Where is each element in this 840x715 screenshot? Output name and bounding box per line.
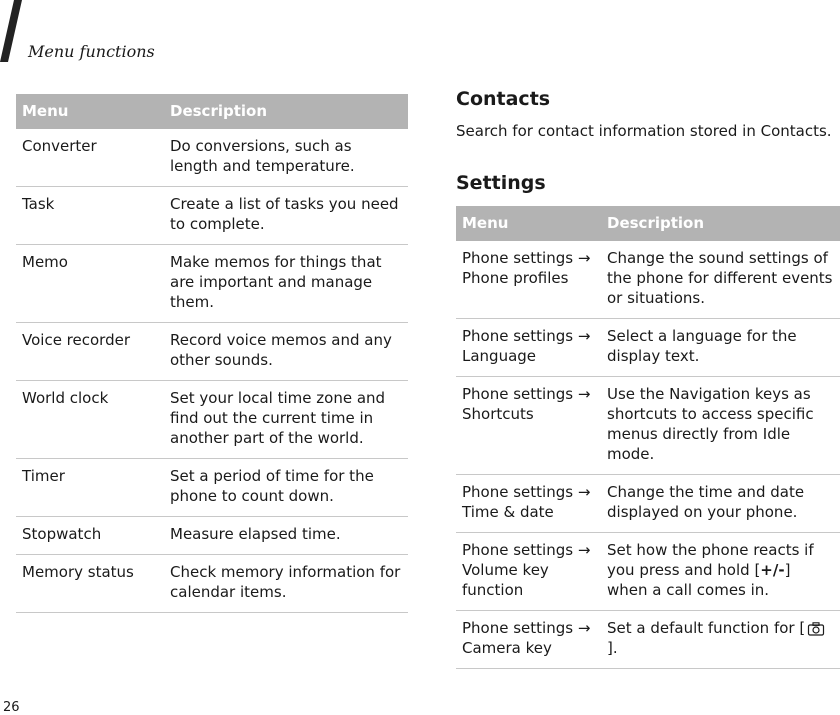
column-header-description: Description [164, 94, 408, 129]
settings-heading: Settings [456, 172, 546, 194]
menu-path-parent: Phone settings → [462, 483, 591, 501]
menu-path-item: Phone profiles [462, 269, 569, 287]
table-row [456, 377, 840, 475]
menu-path-item: Shortcuts [462, 405, 534, 423]
description-cell: Make memos for things that are important and manage them. [164, 245, 408, 323]
table-row [456, 475, 840, 533]
description-text: Set a default function for [ [607, 619, 806, 637]
table-row [456, 533, 840, 611]
table-row [16, 555, 408, 613]
volume-key-label: +/- [760, 561, 785, 579]
menu-path-parent: Phone settings → [462, 249, 591, 267]
description-cell [601, 611, 840, 669]
running-header: Menu functions [28, 42, 155, 61]
table-row [16, 129, 408, 187]
table-row [16, 381, 408, 459]
contacts-heading: Contacts [456, 88, 551, 110]
column-header-menu: Menu [16, 94, 164, 129]
table-row [16, 245, 408, 323]
description-cell: Do conversions, such as length and temperature. [164, 129, 408, 187]
column-header-description: Description [601, 206, 840, 241]
description-cell: Select a language for the display text. [601, 319, 840, 377]
header-slash-bar [0, 0, 22, 62]
camera-icon [807, 621, 825, 637]
menu-cell [456, 475, 601, 533]
table-row [16, 323, 408, 381]
description-cell [601, 533, 840, 611]
menu-cell [456, 241, 601, 319]
menu-path-parent: Phone settings → [462, 619, 591, 637]
description-cell: Change the time and date displayed on your phone. [601, 475, 840, 533]
menu-cell: Memo [16, 245, 164, 323]
table-row [16, 187, 408, 245]
menu-cell: Task [16, 187, 164, 245]
contacts-description: Search for contact information stored in Contacts. [456, 122, 832, 140]
menu-cell: Timer [16, 459, 164, 517]
organizer-menu-table [16, 94, 408, 613]
description-cell: Record voice memos and any other sounds. [164, 323, 408, 381]
table-row [456, 241, 840, 319]
description-cell: Set a period of time for the phone to count down. [164, 459, 408, 517]
menu-cell: Memory status [16, 555, 164, 613]
menu-cell [456, 611, 601, 669]
table-header-row [16, 94, 408, 129]
description-text: ]. [607, 639, 618, 657]
menu-path-parent: Phone settings → [462, 385, 591, 403]
column-header-menu: Menu [456, 206, 601, 241]
description-text: ] when a call comes in. [607, 561, 791, 599]
menu-path-item: Language [462, 347, 537, 365]
settings-menu-table [456, 206, 840, 669]
description-cell: Set your local time zone and find out the current time in another part of the world. [164, 381, 408, 459]
table-row [456, 611, 840, 669]
menu-path-item: Camera key [462, 639, 552, 657]
description-cell: Check memory information for calendar items. [164, 555, 408, 613]
description-cell: Change the sound settings of the phone for different events or situations. [601, 241, 840, 319]
menu-cell: Voice recorder [16, 323, 164, 381]
menu-cell [456, 319, 601, 377]
table-row [16, 459, 408, 517]
table-header-row [456, 206, 840, 241]
description-cell: Measure elapsed time. [164, 517, 408, 555]
description-cell: Use the Navigation keys as shortcuts to access specific menus directly from Idle mode. [601, 377, 840, 475]
menu-cell [456, 533, 601, 611]
table-row [456, 319, 840, 377]
table-row [16, 517, 408, 555]
menu-path-parent: Phone settings → [462, 327, 591, 345]
menu-cell [456, 377, 601, 475]
menu-cell: World clock [16, 381, 164, 459]
menu-cell: Stopwatch [16, 517, 164, 555]
menu-path-item: Volume key function [462, 561, 549, 599]
menu-path-parent: Phone settings → [462, 541, 591, 559]
description-text: Set how the phone reacts if you press and hold [ [607, 541, 814, 579]
menu-cell: Converter [16, 129, 164, 187]
description-cell: Create a list of tasks you need to complete. [164, 187, 408, 245]
page-number: 26 [3, 700, 20, 715]
menu-path-item: Time & date [462, 503, 554, 521]
